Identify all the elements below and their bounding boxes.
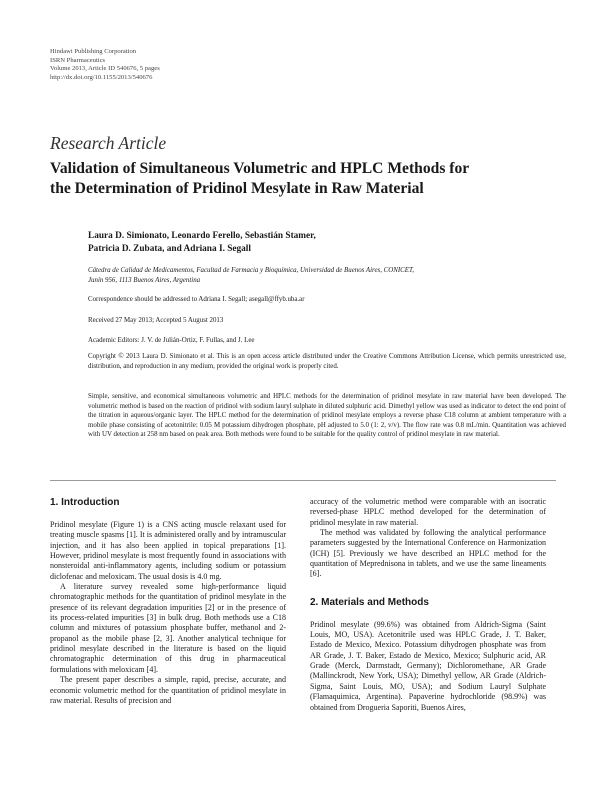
authors-line-1: Laura D. Simionato, Leonardo Ferello, Sebastián Stamer, bbox=[88, 231, 316, 241]
methods-heading: 2. Materials and Methods bbox=[310, 596, 429, 608]
title-line-2: the Determination of Pridinol Mesylate in Raw Material bbox=[50, 179, 424, 197]
intro-validation-paragraph: The method was validated by following the analytical performance parameters suggested by the International Conference on Harmonization (ICH) [5]. Previously we have described an HPLC method for the quantitation of Meprednisona in tablets, and we use the same lineaments [6]. bbox=[310, 528, 546, 579]
academic-editors: Academic Editors: J. V. de Julián-Ortiz, F. Fullas, and J. Lee bbox=[88, 337, 255, 344]
copyright-notice: Copyright © 2013 Laura D. Simionato et al. This is an open access article distributed under the Creative Commons Attribution License, which permits unrestricted use, distribution, and reproduction in any medium, provided the original work is properly cited. bbox=[88, 353, 566, 370]
methods-paragraph-1: Pridinol mesylate (99.6%) was obtained from Aldrich-Sigma (Saint Louis, MO, USA). Acetonitrile used was HPLC Grade, J. T. Baker, Estado de Mexico, Mexico. Potassium dihydrogen phosphate was from AR Grade, J. T. Baker, Estado de Mexico, Mexico; Sulphuric acid, AR Grade (Merck, Darmstadt, Germany); Dichloromethane, AR Grade (Mallinckrodt, New York, USA); Dimethyl yellow, AR Grade (Aldrich-Sigma, Saint Louis, MO, USA); and Sodium Lauryl Sulphate (Flamaquimica, Argentina). Papaverine hydrochloride (98.9%) was obtained from Drogueria Saporiti, Buenos Aires, bbox=[310, 619, 546, 712]
article-title bbox=[50, 159, 570, 198]
correspondence: Correspondence should be addressed to Adriana I. Segall; asegall@ffyb.uba.ar bbox=[88, 296, 305, 303]
journal-header bbox=[50, 48, 160, 82]
publisher: Hindawi Publishing Corporation bbox=[50, 48, 137, 55]
doi-link[interactable]: http://dx.doi.org/10.1155/2013/540676 bbox=[50, 73, 153, 81]
section-divider bbox=[50, 480, 556, 481]
journal-name: ISRN Pharmaceutics bbox=[50, 56, 106, 64]
affiliation bbox=[88, 266, 566, 285]
abstract: Simple, sensitive, and economical simultaneous volumetric and HPLC methods for the determination of pridinol mesylate in raw material have been developed. The volumetric method is based on the reaction of pridinol with sodium lauryl sulphate in diluted sulphuric acid. Dimethyl yellow was used as indicator to detect the end point of the titration in aqueous/organic layer. The HPLC method for the determination of pridinol mesylate employs a reverse phase C18 column at ambient temperature with a mobile phase consisting of acetonitrile: 0.05 M potassium dihydrogen phosphate, pH adjusted to 5.0 (1: 2, v/v). The flow rate was 0.8 mL/min. Quantitation was achieved with UV detection at 258 nm based on peak area. Both methods were found to be suitable for the quality control of pridinol mesylate in raw material. bbox=[88, 393, 566, 438]
volume-info: Volume 2013, Article ID 540676, 5 pages bbox=[50, 65, 160, 73]
author-list bbox=[88, 230, 558, 255]
intro-paragraph-3: The present paper describes a simple, rapid, precise, accurate, and economic volumetric method for the quantitation of pridinol mesylate in raw material. Results of precision and bbox=[50, 675, 286, 705]
intro-continued-paragraph: accuracy of the volumetric method were comparable with an isocratic reversed-phase HPLC method developed for the determination of pridinol mesylate in raw material. bbox=[310, 497, 546, 527]
right-column bbox=[310, 497, 546, 713]
received-dates: Received 27 May 2013; Accepted 5 August 2013 bbox=[88, 317, 224, 324]
authors-line-2: Patricia D. Zubata, and Adriana I. Segall bbox=[88, 243, 251, 254]
introduction-heading: 1. Introduction bbox=[50, 497, 120, 508]
intro-paragraph-1: Pridinol mesylate (Figure 1) is a CNS acting muscle relaxant used for treating muscle spasms [1]. It is administered orally and by intramuscular injection, and it has also been applied in topical preparations [1]. However, pridinol mesylate is most frequently found in associations with nonsteroidal anti-inflammatory agents, including sodium or potassium diclofenac and meloxicam. The usual dosis is 4.0 mg. bbox=[50, 520, 286, 581]
affiliation-line-1: Cátedra de Calidad de Medicamentos, Facultad de Farmacia y Bioquímica, Universidad de Buenos Aires, CONICET, bbox=[88, 267, 414, 274]
title-line-1: Validation of Simultaneous Volumetric and HPLC Methods for bbox=[50, 160, 470, 177]
article-type: Research Article bbox=[50, 133, 167, 153]
intro-paragraph-2: A literature survey revealed some high-performance liquid chromatographic methods for the quantitation of pridinol mesylate in the presence of its relevant degradation impurities [2] or in the presence of its process-related impurities [3] in bulk drug. Both methods use a C18 column and mixtures of potassium phosphate buffer, methanol and 2-propanol as the mobile phase [2, 3]. Another analytical technique for pridinol mesylate described in the literature is based on the liquid chromatographic determination of this drug in pharmaceutical formulations with meloxicam [4]. bbox=[50, 582, 286, 674]
left-column bbox=[50, 497, 286, 706]
affiliation-line-2: Junín 956, 1113 Buenos Aires, Argentina bbox=[88, 276, 201, 284]
